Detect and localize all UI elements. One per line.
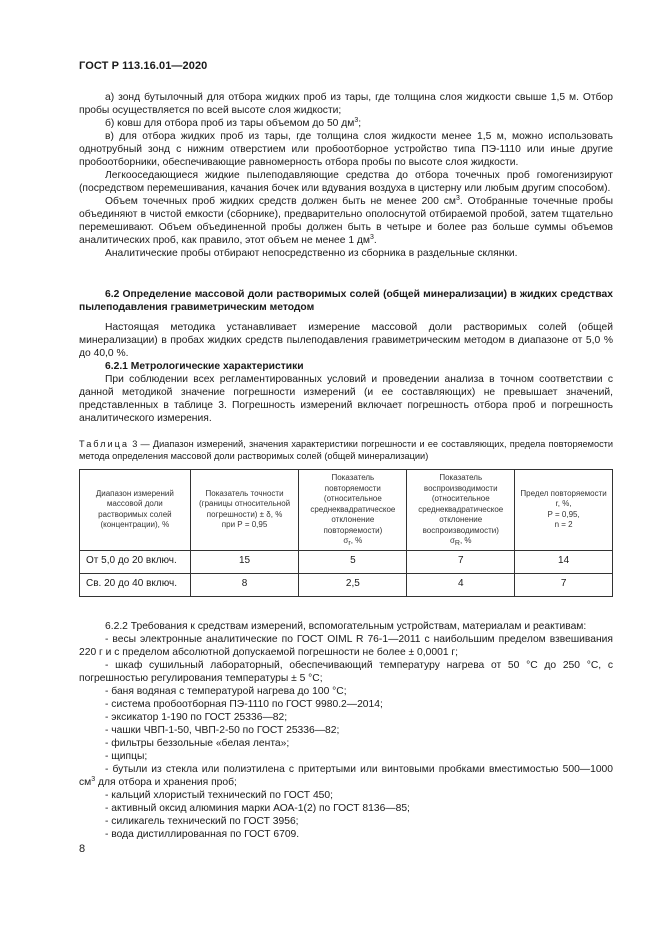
requirements-block xyxy=(79,620,613,841)
subsection-heading-6-2-1: 6.2.1 Метрологические характеристики xyxy=(105,361,304,372)
list-item: - бутыли из стекла или полиэтилена с притертыми или винтовыми пробками вместимостью 500—1000 $см^3$ для отбора и хранения проб; xyxy=(79,764,613,788)
cell-range: От 5,0 до 20 включ. xyxy=(80,550,191,573)
list-item: - эксикатор 1-190 по ГОСТ 25336—82; xyxy=(105,712,288,723)
list-item: - активный оксид алюминия марки АОА-1(2) по ГОСТ 8136—85; xyxy=(105,803,410,814)
table-3 xyxy=(79,469,613,597)
cell-sigma-R: 4 xyxy=(407,573,515,596)
list-item: - щипцы; xyxy=(105,751,148,762)
list-item: - кальций хлористый технический по ГОСТ 450; xyxy=(105,790,333,801)
list-item: - система пробоотборная ПЭ-1110 по ГОСТ 9980.2—2014; xyxy=(105,699,383,710)
header-repeatability-limit: Предел повторяемости r, %, Р = 0,95, n = 2 xyxy=(515,470,613,551)
list-item: - весы электронные аналитические по ГОСТ OIML R 76-1—2011 с наибольшим пределом взвешивания 220 г и с пределом абсолютной допускаемой погрешности не более ± 0,0001 г; xyxy=(79,634,613,658)
list-item: - фильтры беззольные «белая лента»; xyxy=(105,738,290,749)
list-item: - шкаф сушильный лабораторный, обеспечивающий температуру нагрева от 50 °С до 250 °С, с погрешностью регулирования температуры ± 5 °С; xyxy=(79,660,613,684)
header-reproducibility: Показатель воспроизводимости (относительное среднеквадратическое отклонение воспроизводимости) σR, % xyxy=(407,470,515,551)
list-item: - чашки ЧВП-1-50, ЧВП-2-50 по ГОСТ 25336—82; xyxy=(105,725,340,736)
table-row xyxy=(80,573,613,596)
header-repeatability: Показатель повторяемости (относительное среднеквадратическое отклонение повторяемости) σr, % xyxy=(299,470,407,551)
cell-limit-r: 7 xyxy=(515,573,613,596)
paragraph-requirements: 6.2.2 Требования к средствам измерений, вспомогательным устройствам, материалам и реактивам: xyxy=(105,621,587,632)
table-row xyxy=(80,550,613,573)
paragraph-metrology: При соблюдении всех регламентированных условий и проведении анализа в точном соответствии с данной методикой значение погрешности измерений (и ее составляющих) не превышает значений, представленных в таблице 3. Погрешность измерений включает погрешность отбора проб и погрешность аналитического измерения. xyxy=(79,374,613,424)
paragraph-method-intro: Настоящая методика устанавливает измерение массовой доли растворимых солей (общей минерализации) в пробах жидких средств пылеподавления гравиметрическим методом в диапазоне от 5,0 % до 40,0 %. xyxy=(79,322,613,359)
paragraph-sample-volume: Объем точечных проб жидких средств должен быть не менее 200 $см^3$. Отобранные точечные пробы объединяют в чистой емкости (сборнике), предварительно ополоснутой отбираемой пробой, затем тщательно перемешивают. Объем объединенной пробы должен быть в четыре и более раз больше суммы объемов аналитических проб, как правило, этот объем не менее 1 $дм^3$. xyxy=(79,195,613,246)
paragraph-a: а) зонд бутылочный для отбора жидких проб из тары, где толщина слоя жидкости свыше 1,5 м. Отбор пробы осуществляется по всей высоте слоя жидкости; xyxy=(79,92,613,116)
paragraph-b: б) ковш для отбора проб из тары объемом до 50 $дм^3$; xyxy=(105,117,362,129)
section-heading: 6.2 Определение массовой доли растворимых солей (общей минерализации) в жидких средствах пылеподавления гравиметрическим методом xyxy=(79,289,613,313)
section-6-2 xyxy=(79,288,613,425)
cell-sigma-r: 5 xyxy=(299,550,407,573)
paragraph-analytical-samples: Аналитические пробы отбирают непосредственно из сборника в раздельные склянки. xyxy=(105,248,518,259)
list-item: - вода дистиллированная по ГОСТ 6709. xyxy=(105,829,300,840)
table-caption: Таблица 3 — Диапазон измерений, значения характеристики погрешности и ее составляющих, предела повторяемости метода определения массовой доли растворимых солей (общей минерализации) xyxy=(79,439,613,461)
document-code-header: ГОСТ Р 113.16.01—2020 xyxy=(79,60,208,72)
cell-sigma-r: 2,5 xyxy=(299,573,407,596)
cell-delta: 8 xyxy=(190,573,299,596)
sampling-block xyxy=(79,91,613,260)
header-accuracy: Показатель точности (границы относительной погрешности) ± δ, % при Р = 0,95 xyxy=(190,470,299,551)
list-item: - силикагель технический по ГОСТ 3956; xyxy=(105,816,299,827)
paragraph-v: в) для отбора жидких проб из тары, где толщина слоя жидкости менее 1,5 м, можно использовать однотрубный зонд с нижним отверстием или пробоотборное устройство типа ПЭ-1110 или иные другие пробоотборники, обеспечивающие равномерность отбора пробы по высоте слоя жидкости. xyxy=(79,131,613,168)
cell-sigma-R: 7 xyxy=(407,550,515,573)
paragraph-easy-settling: Легкооседающиеся жидкие пылеподавляющие средства до отбора точечных проб гомогенизируют (посредством перемешивания, качания бочек или вдувания воздуха в цистерну или любым другим способом). xyxy=(79,170,613,194)
cell-limit-r: 14 xyxy=(515,550,613,573)
page-number: 8 xyxy=(79,843,86,855)
header-range: Диапазон измерений массовой доли растворимых солей (концентрации), % xyxy=(80,470,191,551)
table-header-row xyxy=(80,470,613,551)
cell-delta: 15 xyxy=(190,550,299,573)
cell-range: Св. 20 до 40 включ. xyxy=(80,573,191,596)
list-item: - баня водяная с температурой нагрева до 100 °С; xyxy=(105,686,347,697)
